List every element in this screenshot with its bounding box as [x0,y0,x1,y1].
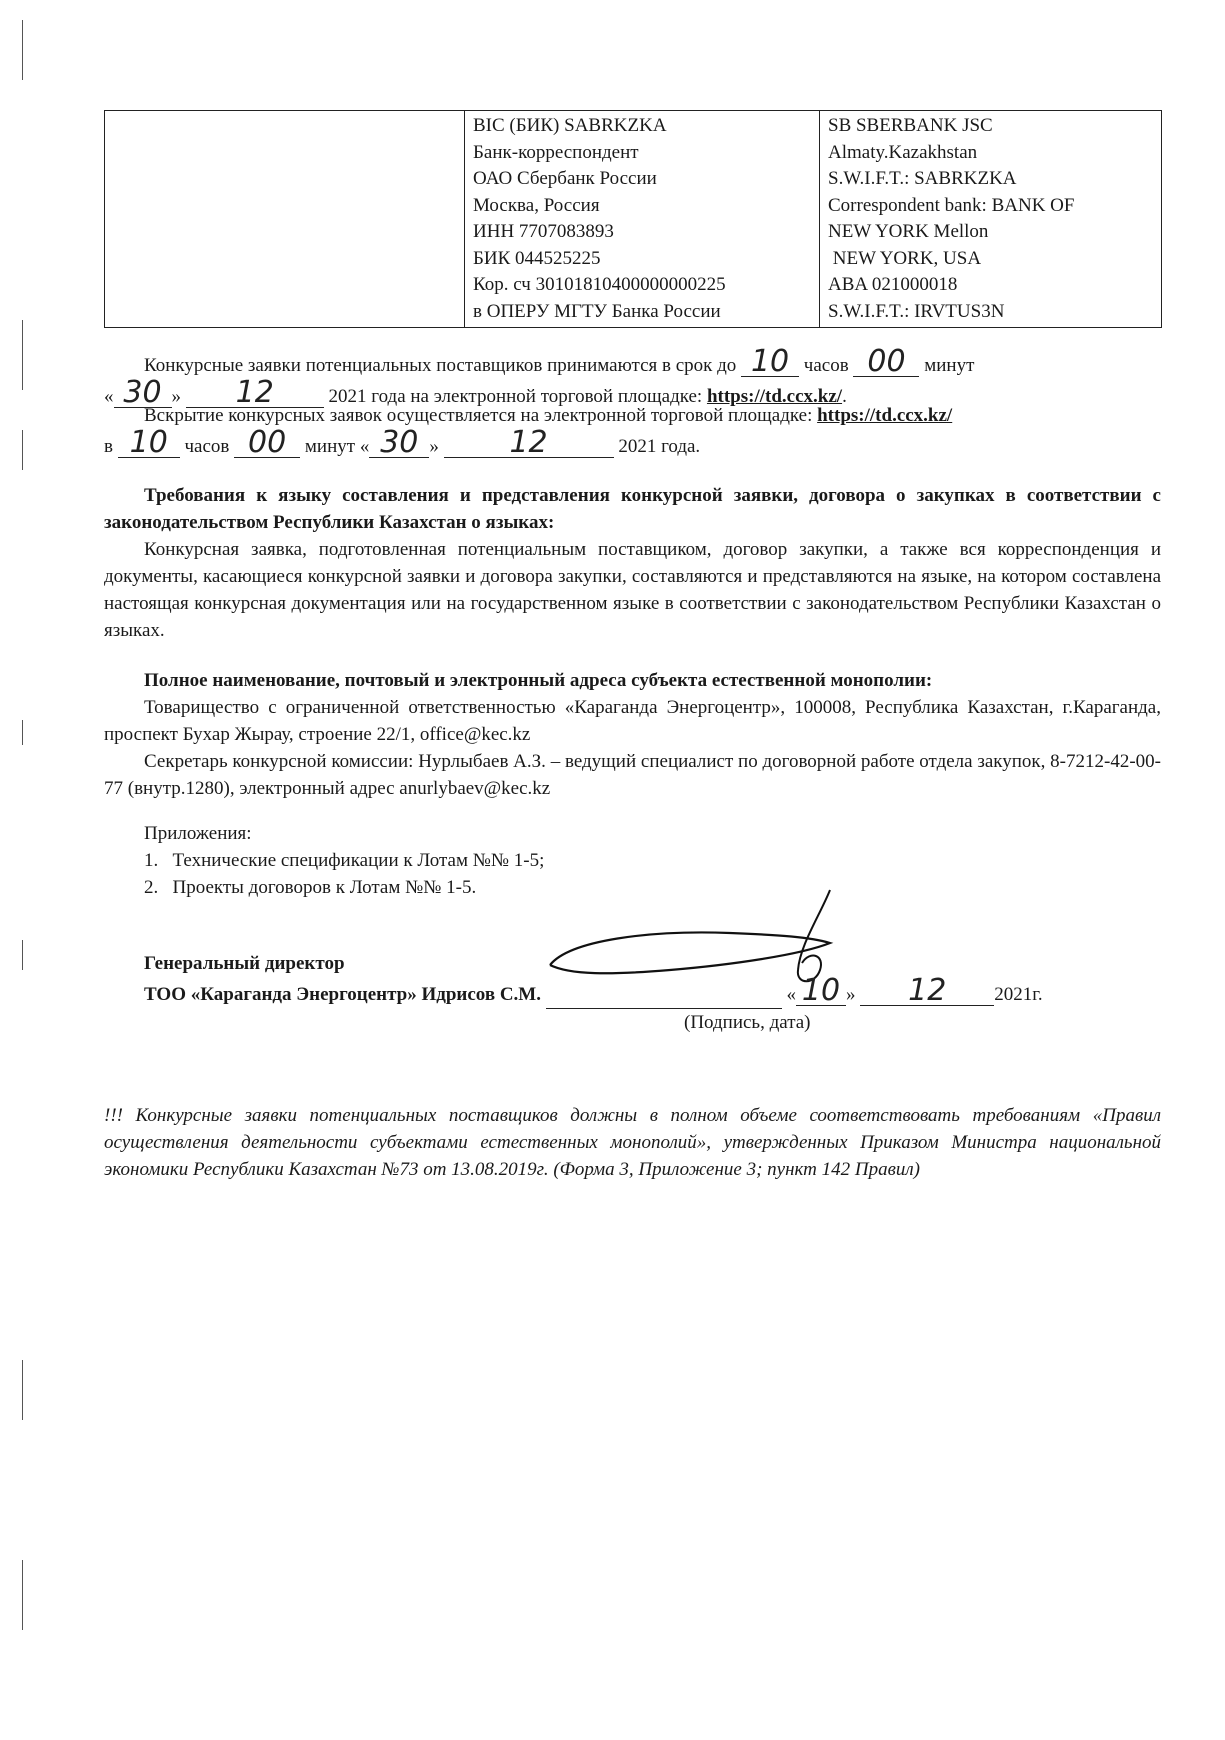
handwritten-day: 30 [369,429,429,458]
submission-paragraph [104,344,1161,410]
hours-word: часов [184,436,230,457]
bank-line: NEW YORK Mellon [828,221,989,242]
company-address: Товарищество с ограниченной ответственностью «Караганда Энергоцентр», 100008, Республика Казахстан, г.Караганда, проспект Бухар Жырау, строение 22/1, office@kec.kz [104,697,1161,745]
scan-mark [22,20,23,80]
signer-role: Генеральный директор [144,953,345,974]
opening-year-text: 2021 года. [618,436,701,457]
bank-line: Correspondent bank: BANK OF [828,194,1075,216]
handwritten-day: 30 [114,379,172,408]
period: . [842,386,847,407]
bank-line: NEW YORK, USA [828,247,982,269]
minutes-word: минут [924,355,975,376]
language-heading: Требования к языку составления и представления конкурсной заявки, договора о закупках в соответствии с законодательством Республики Казахстан о языках: [104,485,1161,533]
bank-line: Almaty.Kazakhstan [828,141,978,163]
language-section [104,482,1161,644]
quote-open: « [104,386,114,407]
compliance-note: !!! Конкурсные заявки потенциальных поставщиков должны в полном объеме соответствовать требованиям «Правил осуществления деятельности субъектами естественных монополий», утвержденных Приказом Министра национальной экономики Республики Казахстан №73 от 13.08.2019г. (Форма 3, Приложение 3; пункт 142 Правил) [104,1105,1161,1180]
handwritten-minutes: 00 [853,348,919,377]
secretary-contact: Секретарь конкурсной комиссии: Нурлыбаев А.З. – ведущий специалист по договорной работе отдела закупок, 8-7212-42-00-77 (внутр.1280), электронный адрес anurlybaev@kec.kz [104,751,1161,799]
signature-caption: (Подпись, дата) [684,1012,811,1033]
attachments-title: Приложения: [144,823,252,844]
platform-link[interactable]: https://td.ccx.kz/ [706,386,843,407]
opening-text: Вскрытие конкурсных заявок осуществляется на электронной торговой площадке: [144,405,813,426]
quote-close: » [429,436,439,457]
handwritten-month: 12 [186,379,324,408]
scan-mark [22,940,23,970]
handwritten-sign-month: 12 [860,977,994,1006]
quote-open: « [359,436,370,457]
submission-year-text: 2021 года на электронной торговой площадке: [328,386,703,407]
handwritten-hours: 10 [741,348,799,377]
bank-line: S.W.I.F.T.: IRVTUS3N [828,300,1005,322]
note-section [104,1102,1161,1183]
quote-open: « [786,984,796,1005]
bank-line: ABA 021000018 [828,274,958,295]
submission-text: Конкурсные заявки потенциальных поставщиков принимаются в срок до [144,355,737,376]
bank-line: Банк-корреспондент [473,141,639,163]
bank-line: в ОПЕРУ МГТУ Банка России [473,300,721,322]
language-text: Конкурсная заявка, подготовленная потенциальным поставщиком, договор закупки, а также вся корреспонденция и документы, касающиеся конкурсной заявки и договора закупки, составляются и представляются на языке, на котором составлена настоящая конкурсная документация или на государственном языке в соответствии с законодательством Республики Казахстан о языках. [104,539,1161,641]
bank-line: SB SBERBANK JSC [828,115,993,136]
address-heading: Полное наименование, почтовый и электронный адреса субъекта естественной монополии: [144,670,933,691]
bank-line: БИК 044525225 [473,247,601,269]
handwritten-minutes: 00 [234,429,300,458]
scan-mark [22,1360,23,1420]
signature-block [104,950,1161,1036]
signature-line [546,981,782,1009]
bank-line: ОАО Сбербанк России [473,168,657,189]
scan-mark [22,1560,23,1630]
hours-word: часов [803,355,849,376]
quote-close: » [171,386,181,407]
scan-mark [22,430,23,470]
bank-line: S.W.I.F.T.: SABRKZKA [828,168,1017,189]
attachment-item: 1. Технические спецификации к Лотам №№ 1-5; [144,850,545,871]
sign-year: 2021г. [994,984,1043,1005]
minutes-word: минут [304,436,356,457]
opening-paragraph [104,402,1161,460]
signer-org: ТОО «Караганда Энергоцентр» Идрисов С.М. [144,984,541,1005]
bank-details-table [104,110,1162,328]
bank-line: Москва, Россия [473,194,600,216]
address-section [104,667,1161,802]
handwritten-hours: 10 [118,429,180,458]
bank-line: ИНН 7707083893 [473,221,614,242]
handwritten-month: 12 [444,429,614,458]
scan-mark [22,320,23,390]
bank-table-empty-cell [105,111,465,328]
opening-prefix: в [104,436,113,457]
bank-line: BIC (БИК) SABRKZKA [473,115,667,136]
attachment-item: 2. Проекты договоров к Лотам №№ 1-5. [144,877,477,898]
quote-close: » [846,984,856,1005]
handwritten-sign-day: 10 [796,977,846,1006]
platform-link[interactable]: https://td.ccx.kz/ [817,405,953,426]
bank-table-cell-en [820,111,1162,328]
bank-table-cell-ru [465,111,820,328]
scan-mark [22,720,23,745]
bank-line: Кор. сч 30101810400000000225 [473,274,726,295]
